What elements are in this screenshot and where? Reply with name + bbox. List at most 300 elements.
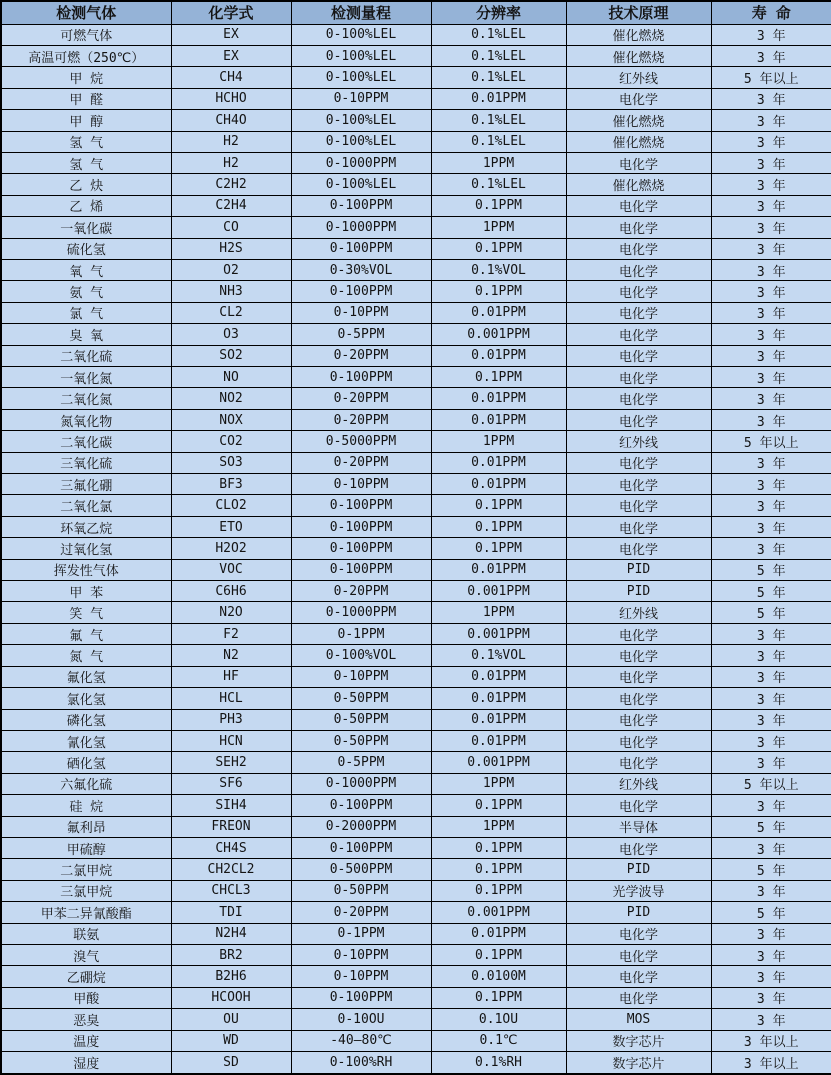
cell-technology: 电化学 (566, 324, 711, 345)
cell-gas-name: 甲 醇 (1, 110, 171, 131)
cell-chemical-formula: FREON (171, 816, 291, 837)
cell-chemical-formula: WD (171, 1030, 291, 1051)
cell-chemical-formula: CO (171, 217, 291, 238)
cell-gas-name: 氨 气 (1, 281, 171, 302)
cell-resolution: 0.0100M (431, 966, 566, 987)
cell-gas-name: 三氟化硼 (1, 474, 171, 495)
cell-resolution: 0.001PPM (431, 623, 566, 644)
cell-detection-range: 0-10PPM (291, 302, 431, 323)
cell-gas-name: 氰化氢 (1, 730, 171, 751)
cell-resolution: 0.1%VOL (431, 645, 566, 666)
cell-lifespan: 3 年 (711, 174, 831, 195)
cell-lifespan: 3 年 (711, 645, 831, 666)
cell-resolution: 0.1PPM (431, 495, 566, 516)
table-row (1, 345, 831, 366)
cell-gas-name: 二氯甲烷 (1, 859, 171, 880)
table-row (1, 902, 831, 923)
cell-chemical-formula: C2H4 (171, 195, 291, 216)
cell-technology: 催化燃烧 (566, 174, 711, 195)
cell-technology: 电化学 (566, 730, 711, 751)
cell-resolution: 0.01PPM (431, 709, 566, 730)
table-row (1, 259, 831, 280)
table-row (1, 474, 831, 495)
cell-technology: 电化学 (566, 837, 711, 858)
cell-chemical-formula: N2 (171, 645, 291, 666)
cell-lifespan: 3 年 (711, 987, 831, 1008)
cell-chemical-formula: VOC (171, 559, 291, 580)
cell-technology: 电化学 (566, 88, 711, 109)
cell-resolution: 0.01PPM (431, 474, 566, 495)
table-row (1, 45, 831, 66)
cell-gas-name: 甲苯二异氰酸酯 (1, 902, 171, 923)
cell-lifespan: 3 年 (711, 795, 831, 816)
cell-chemical-formula: NH3 (171, 281, 291, 302)
cell-lifespan: 3 年 (711, 388, 831, 409)
cell-detection-range: 0-1000PPM (291, 602, 431, 623)
cell-gas-name: 温度 (1, 1030, 171, 1051)
cell-gas-name: 乙 烯 (1, 195, 171, 216)
cell-lifespan: 3 年 (711, 666, 831, 687)
cell-lifespan: 3 年 (711, 238, 831, 259)
column-header-lifespan: 寿 命 (711, 1, 831, 24)
cell-chemical-formula: EX (171, 24, 291, 45)
cell-lifespan: 3 年 (711, 474, 831, 495)
table-row (1, 837, 831, 858)
cell-resolution: 1PPM (431, 217, 566, 238)
cell-technology: 电化学 (566, 987, 711, 1008)
cell-gas-name: 二氧化氯 (1, 495, 171, 516)
cell-detection-range: 0-100PPM (291, 837, 431, 858)
cell-chemical-formula: TDI (171, 902, 291, 923)
cell-gas-name: 氢 气 (1, 152, 171, 173)
cell-chemical-formula: NO2 (171, 388, 291, 409)
cell-resolution: 0.01PPM (431, 345, 566, 366)
cell-technology: 电化学 (566, 795, 711, 816)
cell-technology: 电化学 (566, 409, 711, 430)
cell-detection-range: 0-100PPM (291, 516, 431, 537)
cell-technology: 催化燃烧 (566, 110, 711, 131)
column-header-technology: 技术原理 (566, 1, 711, 24)
cell-lifespan: 5 年以上 (711, 431, 831, 452)
cell-lifespan: 3 年 (711, 923, 831, 944)
cell-resolution: 0.1%LEL (431, 131, 566, 152)
cell-resolution: 0.1%LEL (431, 174, 566, 195)
cell-lifespan: 3 年 (711, 452, 831, 473)
column-header-chemical-formula: 化学式 (171, 1, 291, 24)
table-row (1, 495, 831, 516)
cell-chemical-formula: SO3 (171, 452, 291, 473)
cell-detection-range: 0-20PPM (291, 452, 431, 473)
cell-resolution: 0.1PPM (431, 238, 566, 259)
cell-resolution: 0.1%LEL (431, 45, 566, 66)
cell-detection-range: 0-5000PPM (291, 431, 431, 452)
cell-chemical-formula: HCL (171, 688, 291, 709)
cell-gas-name: 氟利昂 (1, 816, 171, 837)
cell-chemical-formula: C6H6 (171, 581, 291, 602)
cell-lifespan: 3 年 (711, 45, 831, 66)
cell-detection-range: 0-5PPM (291, 324, 431, 345)
table-row (1, 24, 831, 45)
cell-resolution: 0.01PPM (431, 666, 566, 687)
cell-gas-name: 乙 炔 (1, 174, 171, 195)
cell-detection-range: 0-100%VOL (291, 645, 431, 666)
table-row (1, 110, 831, 131)
table-row (1, 1009, 831, 1030)
cell-resolution: 0.1℃ (431, 1030, 566, 1051)
cell-lifespan: 3 年 (711, 1009, 831, 1030)
cell-chemical-formula: H2 (171, 152, 291, 173)
cell-chemical-formula: CH4 (171, 67, 291, 88)
cell-lifespan: 3 年 (711, 259, 831, 280)
cell-detection-range: 0-10PPM (291, 88, 431, 109)
cell-lifespan: 3 年 (711, 837, 831, 858)
cell-resolution: 1PPM (431, 431, 566, 452)
cell-lifespan: 3 年 (711, 409, 831, 430)
cell-lifespan: 3 年 (711, 24, 831, 45)
cell-lifespan: 3 年 (711, 131, 831, 152)
cell-lifespan: 3 年 (711, 495, 831, 516)
cell-lifespan: 3 年 (711, 281, 831, 302)
cell-gas-name: 硅 烷 (1, 795, 171, 816)
cell-chemical-formula: CH4O (171, 110, 291, 131)
cell-lifespan: 5 年 (711, 859, 831, 880)
cell-resolution: 0.01PPM (431, 923, 566, 944)
cell-resolution: 0.1PPM (431, 516, 566, 537)
table-row (1, 581, 831, 602)
table-row (1, 1052, 831, 1075)
table-row (1, 452, 831, 473)
table-row (1, 709, 831, 730)
cell-resolution: 0.01PPM (431, 730, 566, 751)
cell-detection-range: 0-50PPM (291, 709, 431, 730)
cell-technology: 电化学 (566, 944, 711, 965)
table-row (1, 752, 831, 773)
table-row (1, 217, 831, 238)
cell-detection-range: 0-100PPM (291, 987, 431, 1008)
cell-technology: 电化学 (566, 281, 711, 302)
cell-gas-name: 氟 气 (1, 623, 171, 644)
cell-technology: 电化学 (566, 709, 711, 730)
cell-chemical-formula: PH3 (171, 709, 291, 730)
cell-chemical-formula: F2 (171, 623, 291, 644)
cell-lifespan: 3 年 (711, 345, 831, 366)
cell-technology: 电化学 (566, 345, 711, 366)
table-row (1, 431, 831, 452)
table-row (1, 944, 831, 965)
cell-resolution: 0.1%LEL (431, 110, 566, 131)
cell-technology: 电化学 (566, 238, 711, 259)
cell-detection-range: 0-100PPM (291, 559, 431, 580)
table-row (1, 1030, 831, 1051)
cell-chemical-formula: HCHO (171, 88, 291, 109)
cell-resolution: 0.1%LEL (431, 24, 566, 45)
cell-lifespan: 3 年 (711, 538, 831, 559)
table-row (1, 666, 831, 687)
cell-chemical-formula: N2H4 (171, 923, 291, 944)
cell-chemical-formula: N2O (171, 602, 291, 623)
cell-gas-name: 氯化氢 (1, 688, 171, 709)
cell-chemical-formula: CH2CL2 (171, 859, 291, 880)
cell-resolution: 0.1OU (431, 1009, 566, 1030)
column-header-resolution: 分辨率 (431, 1, 566, 24)
cell-lifespan: 5 年 (711, 816, 831, 837)
cell-gas-name: 过氧化氢 (1, 538, 171, 559)
cell-resolution: 0.01PPM (431, 88, 566, 109)
cell-gas-name: 乙硼烷 (1, 966, 171, 987)
table-row (1, 152, 831, 173)
cell-gas-name: 三氯甲烷 (1, 880, 171, 901)
cell-chemical-formula: CL2 (171, 302, 291, 323)
table-row (1, 238, 831, 259)
cell-lifespan: 3 年 (711, 152, 831, 173)
cell-lifespan: 5 年以上 (711, 67, 831, 88)
cell-lifespan: 3 年以上 (711, 1052, 831, 1075)
cell-chemical-formula: HCOOH (171, 987, 291, 1008)
cell-gas-name: 六氟化硫 (1, 773, 171, 794)
cell-chemical-formula: HCN (171, 730, 291, 751)
cell-detection-range: -40—80℃ (291, 1030, 431, 1051)
cell-lifespan: 3 年以上 (711, 1030, 831, 1051)
cell-resolution: 0.1%RH (431, 1052, 566, 1075)
table-row (1, 302, 831, 323)
cell-resolution: 0.1PPM (431, 795, 566, 816)
table-row (1, 324, 831, 345)
cell-technology: 电化学 (566, 217, 711, 238)
cell-gas-name: 硫化氢 (1, 238, 171, 259)
table-header-row (1, 1, 831, 24)
cell-chemical-formula: NO (171, 367, 291, 388)
table-row (1, 688, 831, 709)
cell-technology: PID (566, 902, 711, 923)
cell-resolution: 0.01PPM (431, 409, 566, 430)
cell-lifespan: 3 年 (711, 623, 831, 644)
cell-lifespan: 5 年 (711, 559, 831, 580)
cell-chemical-formula: SD (171, 1052, 291, 1075)
cell-technology: 电化学 (566, 152, 711, 173)
cell-detection-range: 0-100PPM (291, 367, 431, 388)
cell-lifespan: 3 年 (711, 110, 831, 131)
cell-gas-name: 溴气 (1, 944, 171, 965)
cell-resolution: 0.01PPM (431, 452, 566, 473)
cell-detection-range: 0-50PPM (291, 880, 431, 901)
cell-gas-name: 甲 烷 (1, 67, 171, 88)
table-row (1, 859, 831, 880)
cell-technology: 红外线 (566, 67, 711, 88)
cell-lifespan: 5 年以上 (711, 773, 831, 794)
cell-resolution: 0.1PPM (431, 859, 566, 880)
cell-detection-range: 0-5PPM (291, 752, 431, 773)
cell-chemical-formula: CHCL3 (171, 880, 291, 901)
cell-technology: 红外线 (566, 602, 711, 623)
table-row (1, 730, 831, 751)
cell-gas-name: 臭 氧 (1, 324, 171, 345)
cell-lifespan: 3 年 (711, 944, 831, 965)
cell-resolution: 0.001PPM (431, 581, 566, 602)
cell-gas-name: 一氧化碳 (1, 217, 171, 238)
cell-resolution: 1PPM (431, 602, 566, 623)
cell-gas-name: 恶臭 (1, 1009, 171, 1030)
table-row (1, 923, 831, 944)
cell-technology: PID (566, 859, 711, 880)
table-row (1, 67, 831, 88)
cell-technology: 电化学 (566, 645, 711, 666)
cell-resolution: 0.1PPM (431, 538, 566, 559)
cell-lifespan: 5 年 (711, 581, 831, 602)
cell-gas-name: 甲酸 (1, 987, 171, 1008)
cell-detection-range: 0-1000PPM (291, 773, 431, 794)
cell-lifespan: 3 年 (711, 217, 831, 238)
cell-technology: 电化学 (566, 388, 711, 409)
cell-resolution: 1PPM (431, 152, 566, 173)
table-row (1, 367, 831, 388)
cell-detection-range: 0-100%LEL (291, 67, 431, 88)
cell-detection-range: 0-100%LEL (291, 131, 431, 152)
table-row (1, 623, 831, 644)
column-header-detection-range: 检测量程 (291, 1, 431, 24)
cell-detection-range: 0-50PPM (291, 688, 431, 709)
cell-detection-range: 0-10PPM (291, 666, 431, 687)
cell-chemical-formula: EX (171, 45, 291, 66)
cell-detection-range: 0-2000PPM (291, 816, 431, 837)
cell-chemical-formula: H2S (171, 238, 291, 259)
table-row (1, 966, 831, 987)
cell-technology: 电化学 (566, 666, 711, 687)
table-row (1, 516, 831, 537)
table-row (1, 773, 831, 794)
table-row (1, 195, 831, 216)
cell-technology: 红外线 (566, 773, 711, 794)
cell-detection-range: 0-1000PPM (291, 217, 431, 238)
cell-chemical-formula: SO2 (171, 345, 291, 366)
cell-chemical-formula: ETO (171, 516, 291, 537)
cell-technology: 催化燃烧 (566, 24, 711, 45)
cell-gas-name: 笑 气 (1, 602, 171, 623)
cell-chemical-formula: SEH2 (171, 752, 291, 773)
table-row (1, 88, 831, 109)
table-row (1, 174, 831, 195)
cell-gas-name: 一氧化氮 (1, 367, 171, 388)
cell-technology: 半导体 (566, 816, 711, 837)
cell-detection-range: 0-50PPM (291, 730, 431, 751)
cell-gas-name: 氢 气 (1, 131, 171, 152)
cell-resolution: 0.1PPM (431, 281, 566, 302)
cell-technology: MOS (566, 1009, 711, 1030)
cell-gas-name: 可燃气体 (1, 24, 171, 45)
table-row (1, 645, 831, 666)
cell-resolution: 0.1PPM (431, 837, 566, 858)
cell-technology: PID (566, 581, 711, 602)
cell-gas-name: 二氧化硫 (1, 345, 171, 366)
cell-technology: 数字芯片 (566, 1030, 711, 1051)
cell-lifespan: 3 年 (711, 709, 831, 730)
cell-technology: 电化学 (566, 623, 711, 644)
table-row (1, 602, 831, 623)
cell-technology: 电化学 (566, 966, 711, 987)
table-row (1, 409, 831, 430)
cell-detection-range: 0-1PPM (291, 623, 431, 644)
cell-technology: 催化燃烧 (566, 45, 711, 66)
cell-chemical-formula: CO2 (171, 431, 291, 452)
cell-resolution: 0.01PPM (431, 388, 566, 409)
cell-technology: 电化学 (566, 495, 711, 516)
cell-lifespan: 5 年 (711, 902, 831, 923)
cell-lifespan: 3 年 (711, 880, 831, 901)
cell-technology: 电化学 (566, 302, 711, 323)
cell-detection-range: 0-100%LEL (291, 174, 431, 195)
cell-resolution: 1PPM (431, 773, 566, 794)
cell-resolution: 0.1PPM (431, 880, 566, 901)
cell-chemical-formula: H2 (171, 131, 291, 152)
cell-chemical-formula: CH4S (171, 837, 291, 858)
cell-detection-range: 0-10PPM (291, 944, 431, 965)
cell-technology: 数字芯片 (566, 1052, 711, 1075)
cell-detection-range: 0-100PPM (291, 195, 431, 216)
table-row (1, 559, 831, 580)
cell-gas-name: 氟化氢 (1, 666, 171, 687)
table-row (1, 538, 831, 559)
table-row (1, 795, 831, 816)
cell-detection-range: 0-20PPM (291, 345, 431, 366)
table-row (1, 880, 831, 901)
cell-resolution: 0.01PPM (431, 559, 566, 580)
cell-gas-name: 三氧化硫 (1, 452, 171, 473)
cell-gas-name: 联氨 (1, 923, 171, 944)
table-row (1, 388, 831, 409)
cell-gas-name: 二氧化碳 (1, 431, 171, 452)
cell-detection-range: 0-20PPM (291, 409, 431, 430)
cell-gas-name: 磷化氢 (1, 709, 171, 730)
cell-chemical-formula: OU (171, 1009, 291, 1030)
cell-chemical-formula: H2O2 (171, 538, 291, 559)
cell-chemical-formula: HF (171, 666, 291, 687)
cell-technology: 红外线 (566, 431, 711, 452)
cell-resolution: 0.1PPM (431, 987, 566, 1008)
cell-chemical-formula: B2H6 (171, 966, 291, 987)
table-row (1, 816, 831, 837)
cell-resolution: 0.001PPM (431, 324, 566, 345)
cell-gas-name: 二氧化氮 (1, 388, 171, 409)
cell-technology: 光学波导 (566, 880, 711, 901)
table-row (1, 131, 831, 152)
cell-chemical-formula: CLO2 (171, 495, 291, 516)
cell-gas-name: 硒化氢 (1, 752, 171, 773)
cell-technology: PID (566, 559, 711, 580)
cell-detection-range: 0-10PPM (291, 966, 431, 987)
cell-resolution: 0.01PPM (431, 688, 566, 709)
cell-resolution: 0.1PPM (431, 195, 566, 216)
cell-detection-range: 0-10PPM (291, 474, 431, 495)
cell-technology: 催化燃烧 (566, 131, 711, 152)
cell-gas-name: 氯 气 (1, 302, 171, 323)
cell-chemical-formula: NOX (171, 409, 291, 430)
cell-technology: 电化学 (566, 923, 711, 944)
cell-lifespan: 3 年 (711, 302, 831, 323)
cell-gas-name: 甲 苯 (1, 581, 171, 602)
cell-resolution: 0.001PPM (431, 752, 566, 773)
cell-resolution: 1PPM (431, 816, 566, 837)
cell-chemical-formula: SIH4 (171, 795, 291, 816)
cell-technology: 电化学 (566, 688, 711, 709)
cell-lifespan: 3 年 (711, 88, 831, 109)
cell-technology: 电化学 (566, 367, 711, 388)
cell-detection-range: 0-10OU (291, 1009, 431, 1030)
cell-detection-range: 0-20PPM (291, 581, 431, 602)
cell-gas-name: 氮氧化物 (1, 409, 171, 430)
cell-technology: 电化学 (566, 538, 711, 559)
cell-chemical-formula: BR2 (171, 944, 291, 965)
cell-lifespan: 3 年 (711, 752, 831, 773)
cell-detection-range: 0-500PPM (291, 859, 431, 880)
